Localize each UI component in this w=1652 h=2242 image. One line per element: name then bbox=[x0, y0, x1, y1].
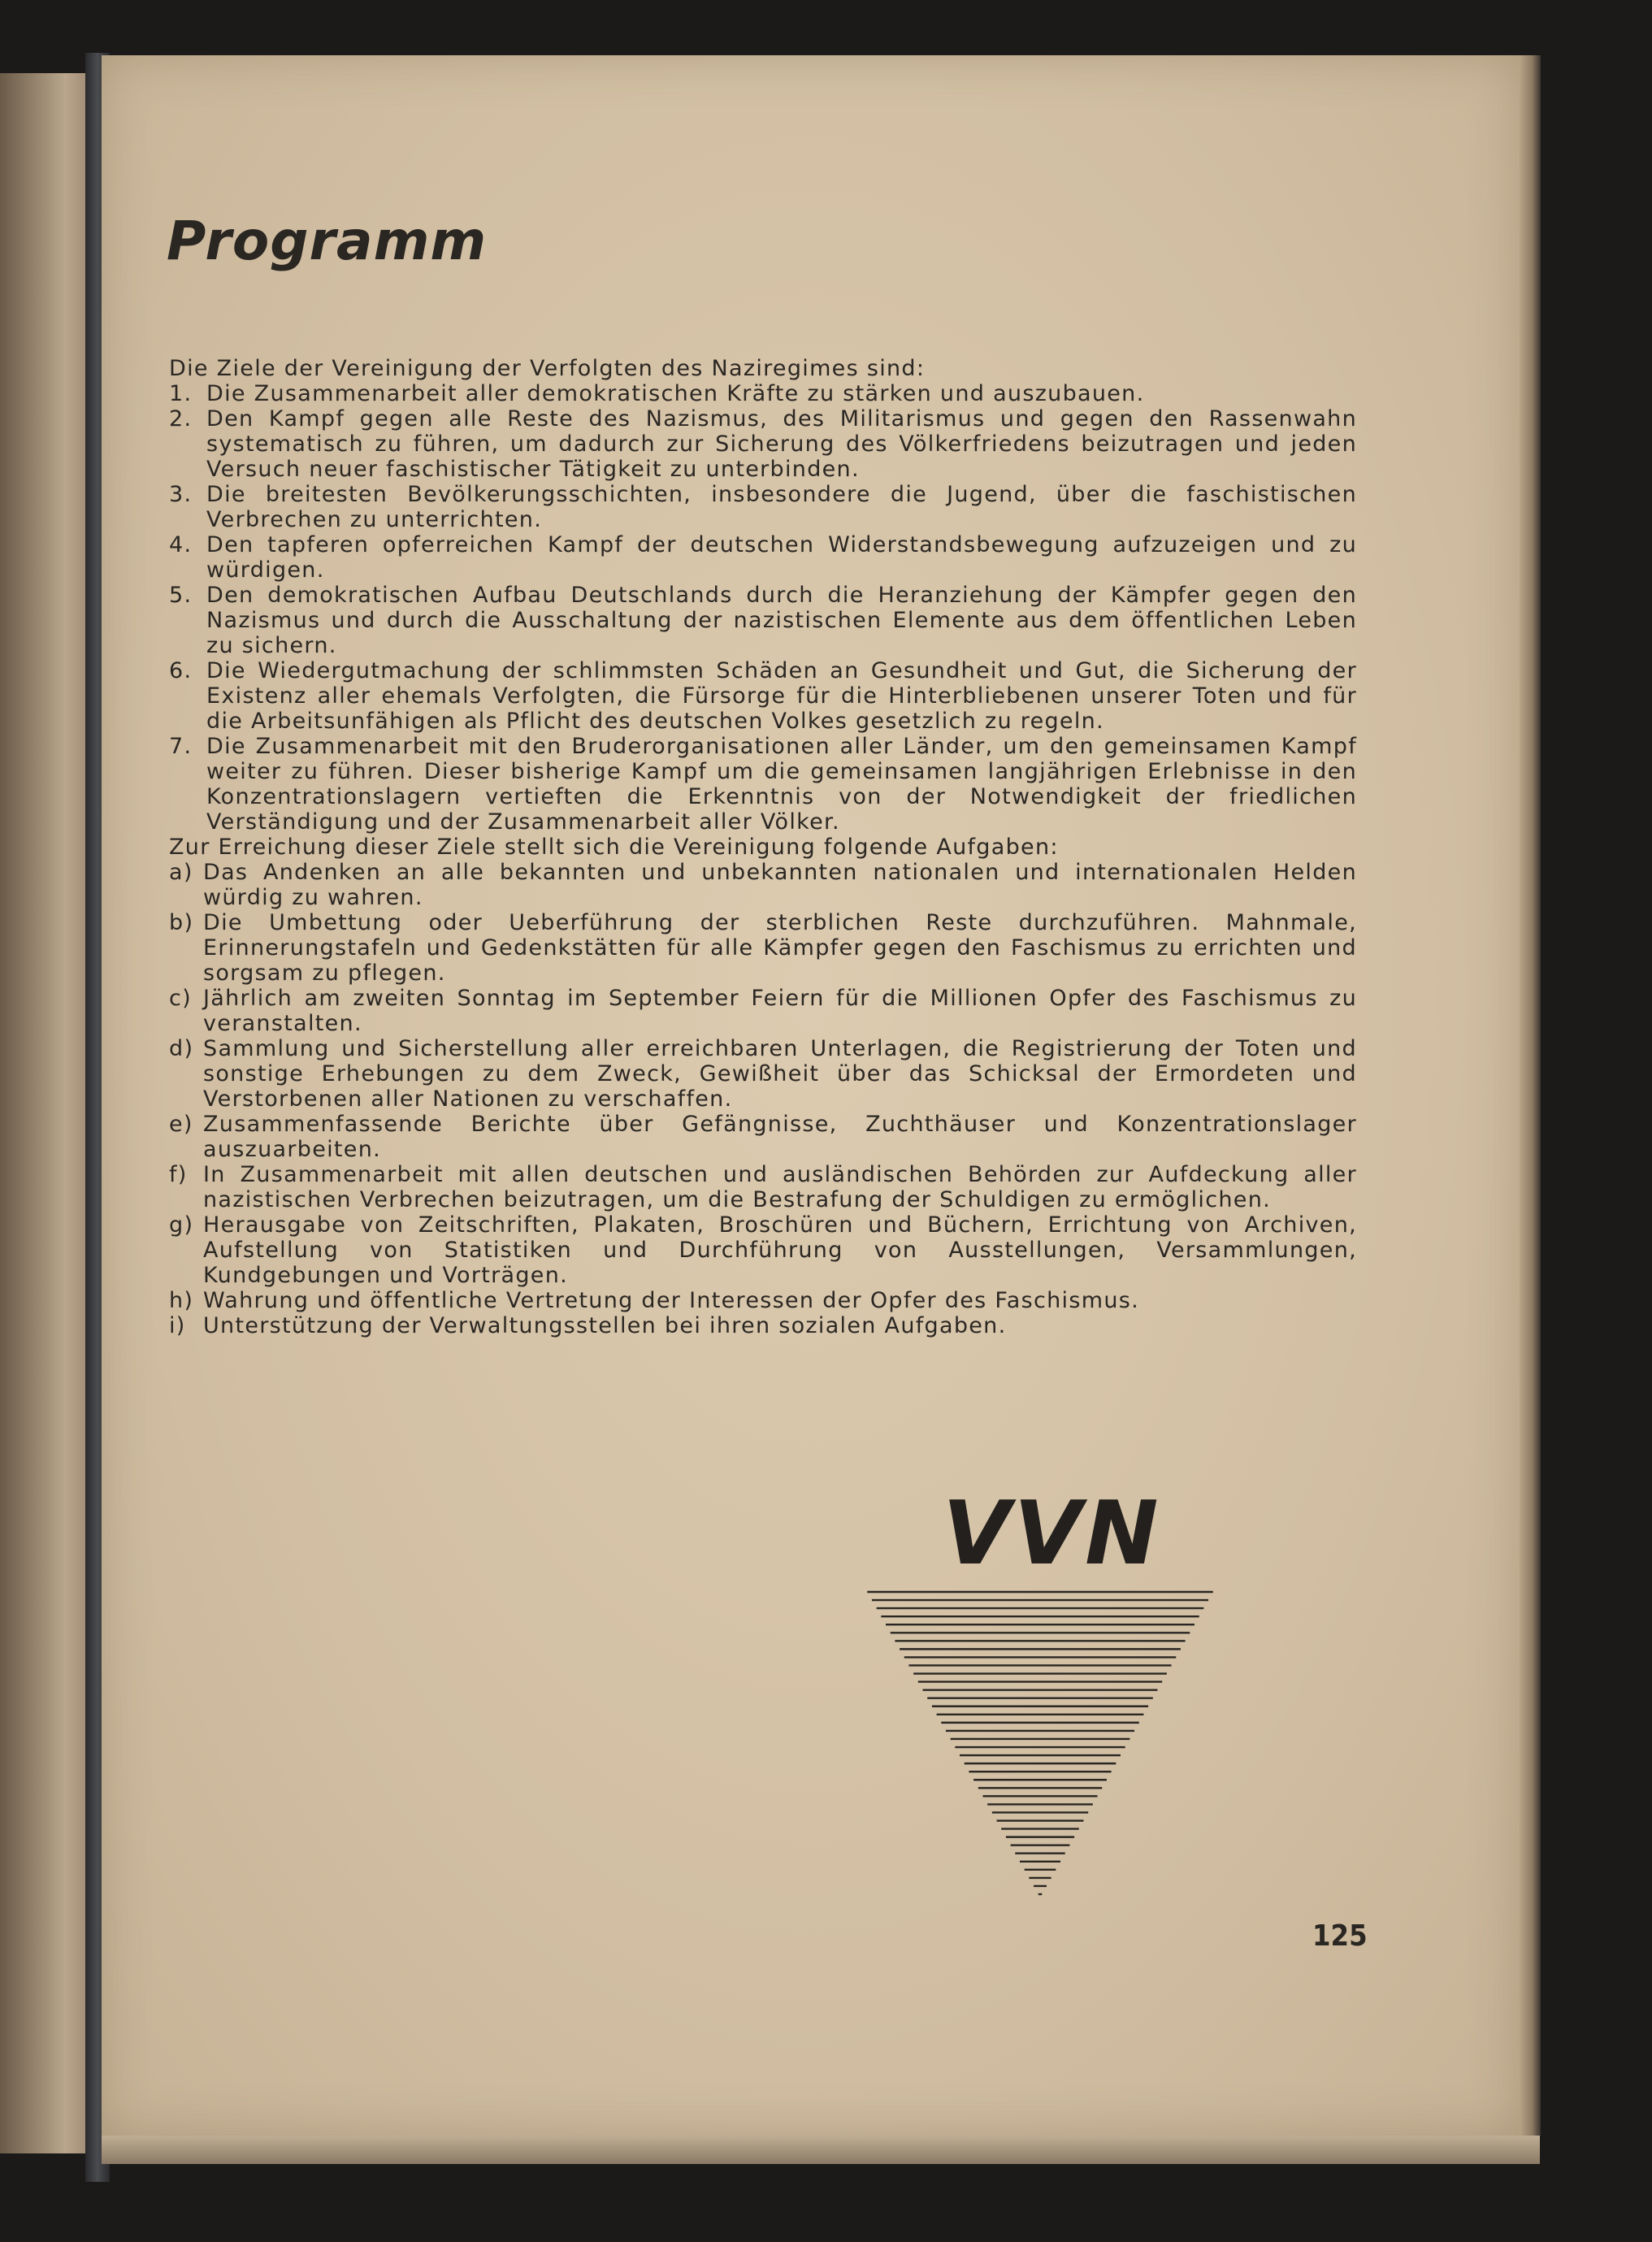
list-marker: h) bbox=[169, 1288, 194, 1313]
list-text: Zusammenfassende Berichte über Gefängnisse, Zuchthäuser und Konzentrationslager auszuarbeiten. bbox=[203, 1112, 1357, 1162]
list-marker: d) bbox=[169, 1036, 194, 1061]
list-text: Die breitesten Bevölkerungsschichten, insbesondere die Jugend, über die faschistischen Verbrechen zu unterrichten. bbox=[206, 482, 1357, 532]
page-number: 125 bbox=[1312, 1919, 1368, 1953]
list-text: Herausgabe von Zeitschriften, Plakaten, Broschüren und Büchern, Errichtung von Archiven, Aufstellung von Statistiken und Durchführung von Ausstellungen, Versammlungen, Kundgebungen und Vorträgen. bbox=[203, 1212, 1357, 1288]
list-item bbox=[169, 1288, 1357, 1313]
list-text: Den demokratischen Aufbau Deutschlands durch die Heranziehung der Kämpfer gegen den Nazismus und durch die Ausschaltung der nazistischen Elemente aus dem öffentlichen Leben zu sichern. bbox=[206, 583, 1357, 658]
page-right-edge bbox=[1520, 55, 1541, 2136]
list-item bbox=[169, 986, 1357, 1036]
vvn-logo-text: VVN bbox=[943, 1483, 1162, 1585]
list-item bbox=[169, 860, 1357, 910]
list-text: Wahrung und öffentliche Vertretung der Interessen der Opfer des Faschismus. bbox=[203, 1288, 1139, 1313]
goals-intro: Die Ziele der Vereinigung der Verfolgten des Naziregimes sind: bbox=[169, 356, 926, 381]
list-text: Den tapferen opferreichen Kampf der deutschen Widerstandsbewegung aufzuzeigen und zu würdigen. bbox=[206, 532, 1357, 583]
left-page-edge bbox=[0, 73, 93, 2153]
list-item bbox=[169, 1162, 1357, 1212]
list-marker: 5. bbox=[169, 583, 193, 608]
list-item bbox=[169, 734, 1357, 835]
list-marker: 1. bbox=[169, 381, 193, 406]
list-text: Die Zusammenarbeit mit den Bruderorganisationen aller Länder, um den gemeinsamen Kampf weiter zu führen. Dieser bisherige Kampf um die gemeinsamen langjährigen Erlebnisse in den Konzentrationslagern vertieften die Erkenntnis von der Notwendigkeit der friedlichen Verständigung und der Zusammenarbeit aller Völker. bbox=[206, 734, 1357, 835]
list-item bbox=[169, 381, 1357, 406]
goals-list bbox=[169, 381, 1357, 835]
list-marker: c) bbox=[169, 986, 192, 1011]
list-item bbox=[169, 482, 1357, 532]
list-item bbox=[169, 658, 1357, 734]
list-marker: 3. bbox=[169, 482, 193, 507]
list-item bbox=[169, 1112, 1357, 1162]
list-text: Unterstützung der Verwaltungsstellen bei ihren sozialen Aufgaben. bbox=[203, 1313, 1007, 1338]
list-item bbox=[169, 532, 1357, 583]
list-marker: 7. bbox=[169, 734, 193, 759]
list-marker: 6. bbox=[169, 658, 193, 683]
tasks-intro: Zur Erreichung dieser Ziele stellt sich die Vereinigung folgende Aufgaben: bbox=[169, 835, 1059, 860]
tasks-list bbox=[169, 860, 1357, 1338]
list-text: Die Wiedergutmachung der schlimmsten Schäden an Gesundheit und Gut, die Sicherung der Existenz aller ehemals Verfolgten, die Fürsorge für die Hinterbliebenen unserer Toten und für die Arbeitsunfähigen als Pflicht des deutschen Volkes gesetzlich zu regeln. bbox=[206, 658, 1357, 734]
list-item bbox=[169, 1036, 1357, 1112]
list-marker: 4. bbox=[169, 532, 193, 557]
list-text: Sammlung und Sicherstellung aller erreichbaren Unterlagen, die Registrierung der Toten und sonstige Erhebungen zu dem Zweck, Gewißheit über das Schicksal der Ermordeten und Verstorbenen aller Nationen zu verschaffen. bbox=[203, 1036, 1357, 1112]
list-item bbox=[169, 406, 1357, 482]
list-marker: a) bbox=[169, 860, 193, 885]
list-item bbox=[169, 910, 1357, 986]
page-title: Programm bbox=[167, 210, 488, 272]
list-text: Das Andenken an alle bekannten und unbekannten nationalen und internationalen Helden würdig zu wahren. bbox=[203, 860, 1357, 910]
list-marker: e) bbox=[169, 1112, 193, 1137]
list-marker: i) bbox=[169, 1313, 186, 1338]
list-item bbox=[169, 583, 1357, 658]
list-marker: g) bbox=[169, 1212, 194, 1238]
list-marker: b) bbox=[169, 910, 194, 935]
list-text: In Zusammenarbeit mit allen deutschen und ausländischen Behörden zur Aufdeckung aller nazistischen Verbrechen beizutragen, um die Bestrafung der Schuldigen zu ermöglichen. bbox=[203, 1162, 1357, 1212]
list-text: Die Umbettung oder Ueberführung der sterblichen Reste durchzuführen. Mahnmale, Erinnerungstafeln und Gedenkstätten für alle Kämpfer gegen den Faschismus zu errichten und sorgsam zu pflegen. bbox=[203, 910, 1357, 986]
list-text: Jährlich am zweiten Sonntag im September Feiern für die Millionen Opfer des Faschismus zu veranstalten. bbox=[203, 986, 1357, 1036]
striped-triangle-icon bbox=[865, 1589, 1215, 1897]
list-marker: 2. bbox=[169, 406, 193, 431]
list-marker: f) bbox=[169, 1162, 188, 1187]
list-item bbox=[169, 1212, 1357, 1288]
list-item bbox=[169, 1313, 1357, 1338]
list-text: Den Kampf gegen alle Reste des Nazismus, des Militarismus und gegen den Rassenwahn systematisch zu führen, um dadurch zur Sicherung des Völkerfriedens beizutragen und jeden Versuch neuer faschistischer Tätigkeit zu unterbinden. bbox=[206, 406, 1357, 482]
list-text: Die Zusammenarbeit aller demokratischen Kräfte zu stärken und auszubauen. bbox=[206, 381, 1145, 406]
book-bottom-board bbox=[102, 2136, 1540, 2164]
program-text bbox=[169, 356, 1357, 1338]
